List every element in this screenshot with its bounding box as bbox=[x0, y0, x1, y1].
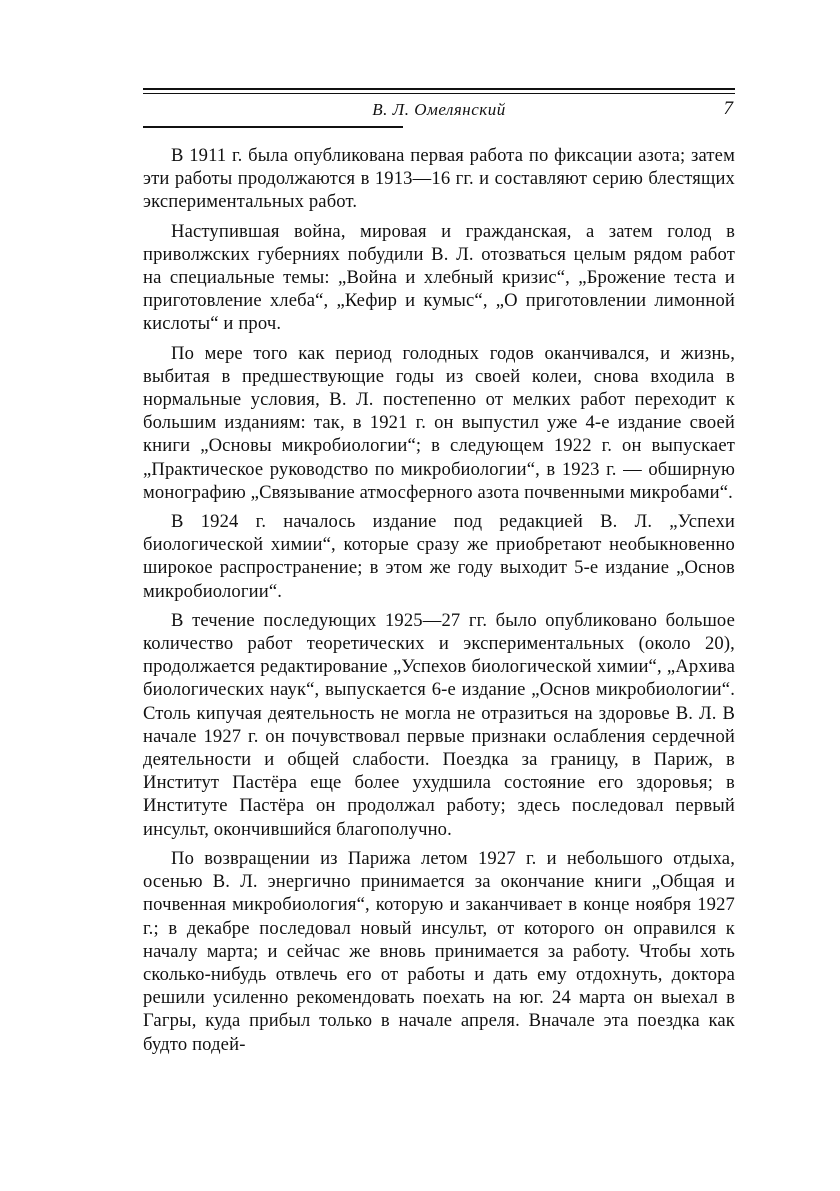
running-header bbox=[143, 96, 735, 126]
paragraph: По возвращении из Парижа летом 1927 г. и небольшого отдыха, осенью В. Л. энергично принимается за окончание книги „Общая и почвенная микробиология“, которую и заканчивает в конце ноября 1927 г.; в декабре последовал новый инсульт, от которого он оправился к началу марта; и сейчас же вновь принимается за работу. Чтобы хоть сколько-нибудь отвлечь его от работы и дать ему отдохнуть, доктора решили усиленно рекомендовать поехать на юг. 24 марта он выехал в Гагры, куда прибыл только в начале апреля. Вначале эта поездка как будто подей- bbox=[143, 847, 735, 1055]
paragraph: В течение последующих 1925—27 гг. было опубликовано большое количество работ теоретических и экспериментальных (около 20), продолжается редактирование „Успехов биологической химии“, „Архива биологических наук“, выпускается 6-е издание „Основ микробиологии“. Столь кипучая деятельность не могла не отразиться на здоровье В. Л. В начале 1927 г. он почувствовал первые признаки ослабления сердечной деятельности и общей слабости. Поездка за границу, в Париж, в Институт Пастёра еще более ухудшила состояние его здоровья; в Институте Пастёра он продолжал работу; здесь последовал первый инсульт, окончившийся благополучно. bbox=[143, 609, 735, 840]
running-title: В. Л. Омелянский bbox=[372, 100, 506, 119]
body-text bbox=[143, 144, 735, 1056]
paragraph: В 1924 г. началось издание под редакцией В. Л. „Успехи биологической химии“, которые сразу же приобретают необыкновенно широкое распространение; в этом же году выходит 5-е издание „Основ микробиологии“. bbox=[143, 511, 735, 602]
paragraph: Наступившая война, мировая и гражданская, а затем голод в приволжских губерниях побудили В. Л. отозваться целым рядом работ на специальные темы: „Война и хлебный кризис“, „Брожение теста и приготовление хлеба“, „Кефир и кумыс“, „О приготовлении лимонной кислоты“ и проч. bbox=[143, 220, 735, 335]
book-page bbox=[143, 88, 735, 1062]
page-number: 7 bbox=[723, 98, 733, 119]
paragraph: По мере того как период голодных годов оканчивался, и жизнь, выбитая в предшествующие годы из своей колеи, снова входила в нормальные условия, В. Л. постепенно от мелких работ переходит к большим изданиям: так, в 1921 г. он выпустил уже 4-е издание своей книги „Основы микробиологии“; в следующем 1922 г. он выпускает „Практическое руководство по микробиологии“, в 1923 г. — обширную монографию „Связывание атмосферного азота почвенными микробами“. bbox=[143, 342, 735, 503]
header-top-rule bbox=[143, 88, 735, 90]
paragraph: В 1911 г. была опубликована первая работа по фиксации азота; затем эти работы продолжаются в 1913—16 гг. и составляют серию блестящих экспериментальных работ. bbox=[143, 145, 735, 213]
header-bottom-rule bbox=[143, 126, 403, 128]
header-top-thin-rule bbox=[143, 93, 735, 94]
